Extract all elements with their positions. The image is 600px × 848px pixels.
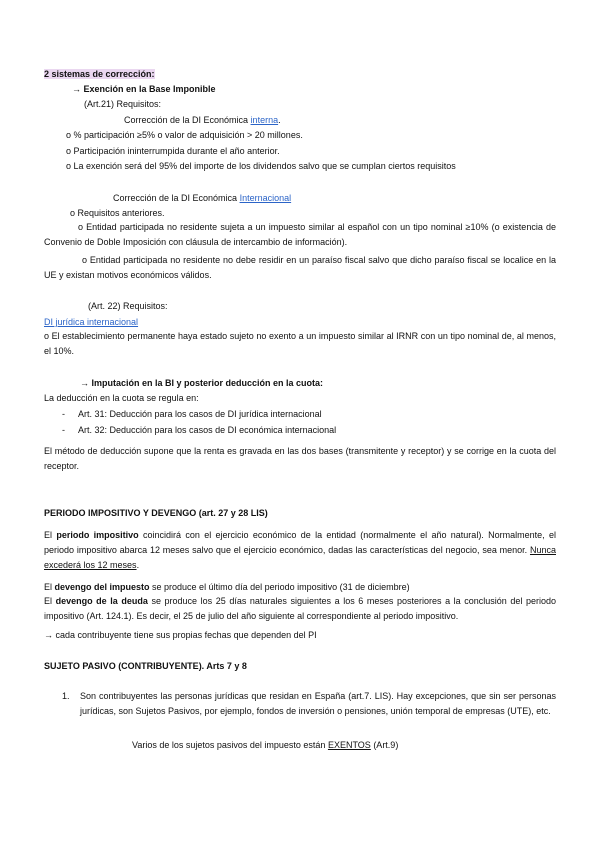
contribuyentes-item: Son contribuyentes las personas jurídicas que residan en España (art.7. LIS). Hay excepciones, que sin ser personas jurídicas, son Sujetos Pasivos, por ejemplo, fondos de inversión o pensiones, unión temporal de empresas (UTE), etc. [80,691,556,716]
interna-item: o Participación ininterrumpida durante el año anterior. [66,146,280,156]
interna-item: o % participación ≥5% o valor de adquisición > 20 millones. [66,130,303,140]
periodo-paragraph: El periodo impositivo coincidirá con el ejercicio económico de la entidad (normalmente el año natural). Normalmente, el periodo impositivo abarca 12 meses salvo que el ejercicio económico, dadas las características del negocio, sea menor. Nunca excederá los 12 meses. [44,530,556,570]
metodo-deduccion: El método de deducción supone que la renta es gravada en las dos bases (transmitente y receptor) y se corrige en la cuota del receptor. [44,446,556,471]
deduccion-item: - Art. 32: Deducción para los casos de DI económica internacional [62,425,337,435]
sujeto-pasivo-heading: SUJETO PASIVO (CONTRIBUYENTE). Arts 7 y 8 [44,661,247,671]
di-juridica-link[interactable]: DI jurídica internacional [44,317,139,327]
internacional-item: o Entidad participada no residente no debe residir en un paraíso fiscal salvo que dicho paraíso fiscal se localice en la UE y existan motivos económicos válidos. [44,255,556,280]
art22-requisitos: (Art. 22) Requisitos: [88,301,168,311]
devengo-impuesto: El devengo del impuesto se produce el último día del periodo impositivo (31 de diciembre) [44,582,410,592]
list-number: 1. [62,691,70,701]
internacional-link[interactable]: Internacional [239,193,292,203]
establecimiento-permanente: o El establecimiento permanente haya estado sujeto no exento a un impuesto similar al IRNR con un tipo nominal de, al menos, el 10%. [44,331,556,356]
highlighted-heading: 2 sistemas de corrección: [44,69,155,79]
section-heading-correccion [44,68,155,80]
exencion-title: → Exención en la Base Imponible [72,84,216,94]
di-economica-internacional: Corrección de la DI Económica Internacional [113,193,292,203]
contribuyente-fechas: → cada contribuyente tiene sus propias fechas que dependen del PI [44,630,317,640]
internacional-item: o Entidad participada no residente sujeta a un impuesto similar al español con un tipo nominal ≥10% (o existencia de Convenio de Doble Imposición con cláusula de intercambio de información). [44,222,556,247]
dash-bullet: - [62,425,65,435]
art21-requisitos: (Art.21) Requisitos: [84,99,162,109]
imputacion-title: → Imputación en la BI y posterior deducción en la cuota: [80,378,324,388]
deduccion-item: - Art. 31: Deducción para los casos de DI jurídica internacional [62,409,322,419]
interna-link[interactable]: interna [250,115,279,125]
exentos-line: Varios de los sujetos pasivos del impuesto están EXENTOS (Art.9) [132,740,399,750]
periodo-heading: PERIODO IMPOSITIVO Y DEVENGO (art. 27 y 28 LIS) [44,508,268,518]
dash-bullet: - [62,409,65,419]
internacional-item: o Requisitos anteriores. [70,208,165,218]
devengo-deuda: El devengo de la deuda se produce los 25 días naturales siguientes a los 6 meses posteriores a la conclusión del periodo impositivo (Art. 124.1). Es decir, el 25 de julio del año siguiente al correspondiente al periodo impositivo. [44,596,556,621]
di-economica-interna: Corrección de la DI Económica interna. [124,115,281,125]
deduccion-intro: La deducción en la cuota se regula en: [44,393,199,403]
interna-item: o La exención será del 95% del importe de los dividendos salvo que se cumplan ciertos requisitos [66,161,456,171]
